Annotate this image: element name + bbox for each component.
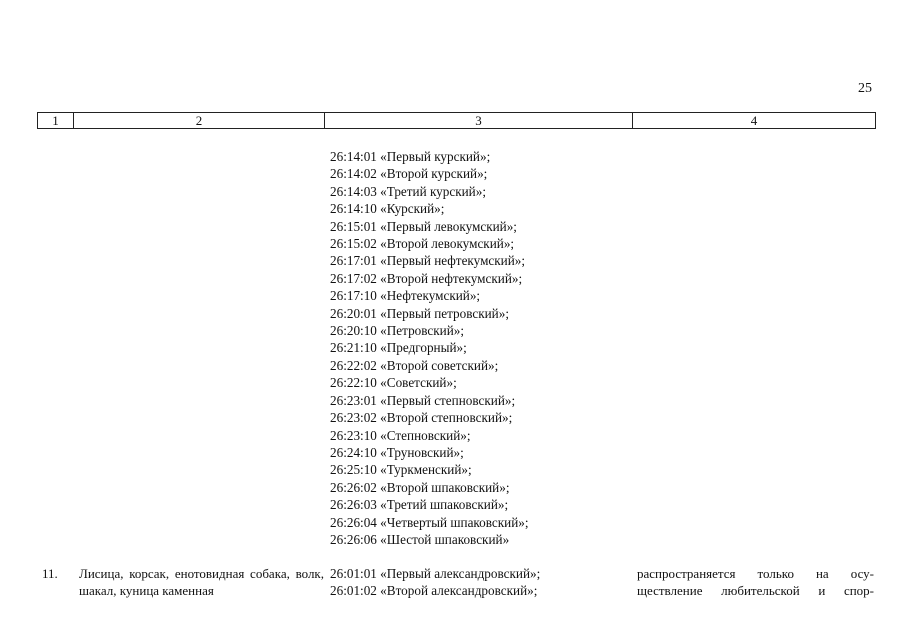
zone-item: 26:26:06 «Шестой шпаковский»	[330, 531, 510, 547]
zone-item: 26:15:01 «Первый левокумский»;	[330, 218, 517, 234]
table-header-row	[37, 112, 876, 129]
remark-cell	[637, 565, 874, 599]
zone-item: 26:20:01 «Первый петровский»;	[330, 305, 509, 321]
zone-item: 26:14:10 «Курский»;	[330, 201, 445, 217]
zone-item: 26:21:10 «Предгорный»;	[330, 340, 467, 356]
species-cell: Лисица, корсак, енотовидная собака, волк, шакал, куница каменная	[79, 566, 324, 598]
header-col-4: 4	[750, 113, 758, 128]
zone-item: 26:23:02 «Второй степновский»;	[330, 410, 513, 426]
zone-item: 26:17:01 «Первый нефтекумский»;	[330, 253, 526, 269]
remark-line: распространяется только на осу-	[637, 566, 874, 581]
zone-item: 26:23:10 «Степновский»;	[330, 427, 471, 443]
zone-item: 26:15:02 «Второй левокумский»;	[330, 236, 515, 252]
zone-item: 26:20:10 «Петровский»;	[330, 323, 465, 339]
row-11-zone-list	[330, 565, 540, 599]
zone-item: 26:01:02 «Второй александровский»;	[330, 583, 538, 598]
page-number: 25	[858, 81, 872, 96]
remark-line: ществление любительской и спор-	[637, 583, 874, 598]
zone-item: 26:25:10 «Туркменский»;	[330, 462, 472, 478]
zone-item: 26:17:02 «Второй нефтекумский»;	[330, 270, 523, 286]
row-number: 11.	[42, 566, 58, 581]
zone-item: 26:26:03 «Третий шпаковский»;	[330, 497, 509, 513]
zone-item: 26:24:10 «Труновский»;	[330, 444, 464, 460]
zone-item: 26:17:10 «Нефтекумский»;	[330, 288, 481, 304]
zone-item: 26:26:02 «Второй шпаковский»;	[330, 479, 510, 495]
zone-item: 26:14:01 «Первый курский»;	[330, 149, 491, 164]
zone-item: 26:14:03 «Третий курский»;	[330, 183, 486, 199]
zone-item: 26:26:04 «Четвертый шпаковский»;	[330, 514, 529, 530]
header-col-2: 2	[74, 113, 325, 128]
zone-item: 26:01:01 «Первый александровский»;	[330, 566, 541, 581]
zone-item: 26:22:02 «Второй советский»;	[330, 357, 499, 373]
header-col-3: 3	[325, 113, 633, 128]
zone-item: 26:23:01 «Первый степновский»;	[330, 392, 516, 408]
zone-item: 26:14:02 «Второй курский»;	[330, 166, 488, 182]
hunting-zone-list	[330, 148, 529, 548]
zone-item: 26:22:10 «Советский»;	[330, 375, 457, 391]
header-col-1: 1	[38, 113, 74, 128]
